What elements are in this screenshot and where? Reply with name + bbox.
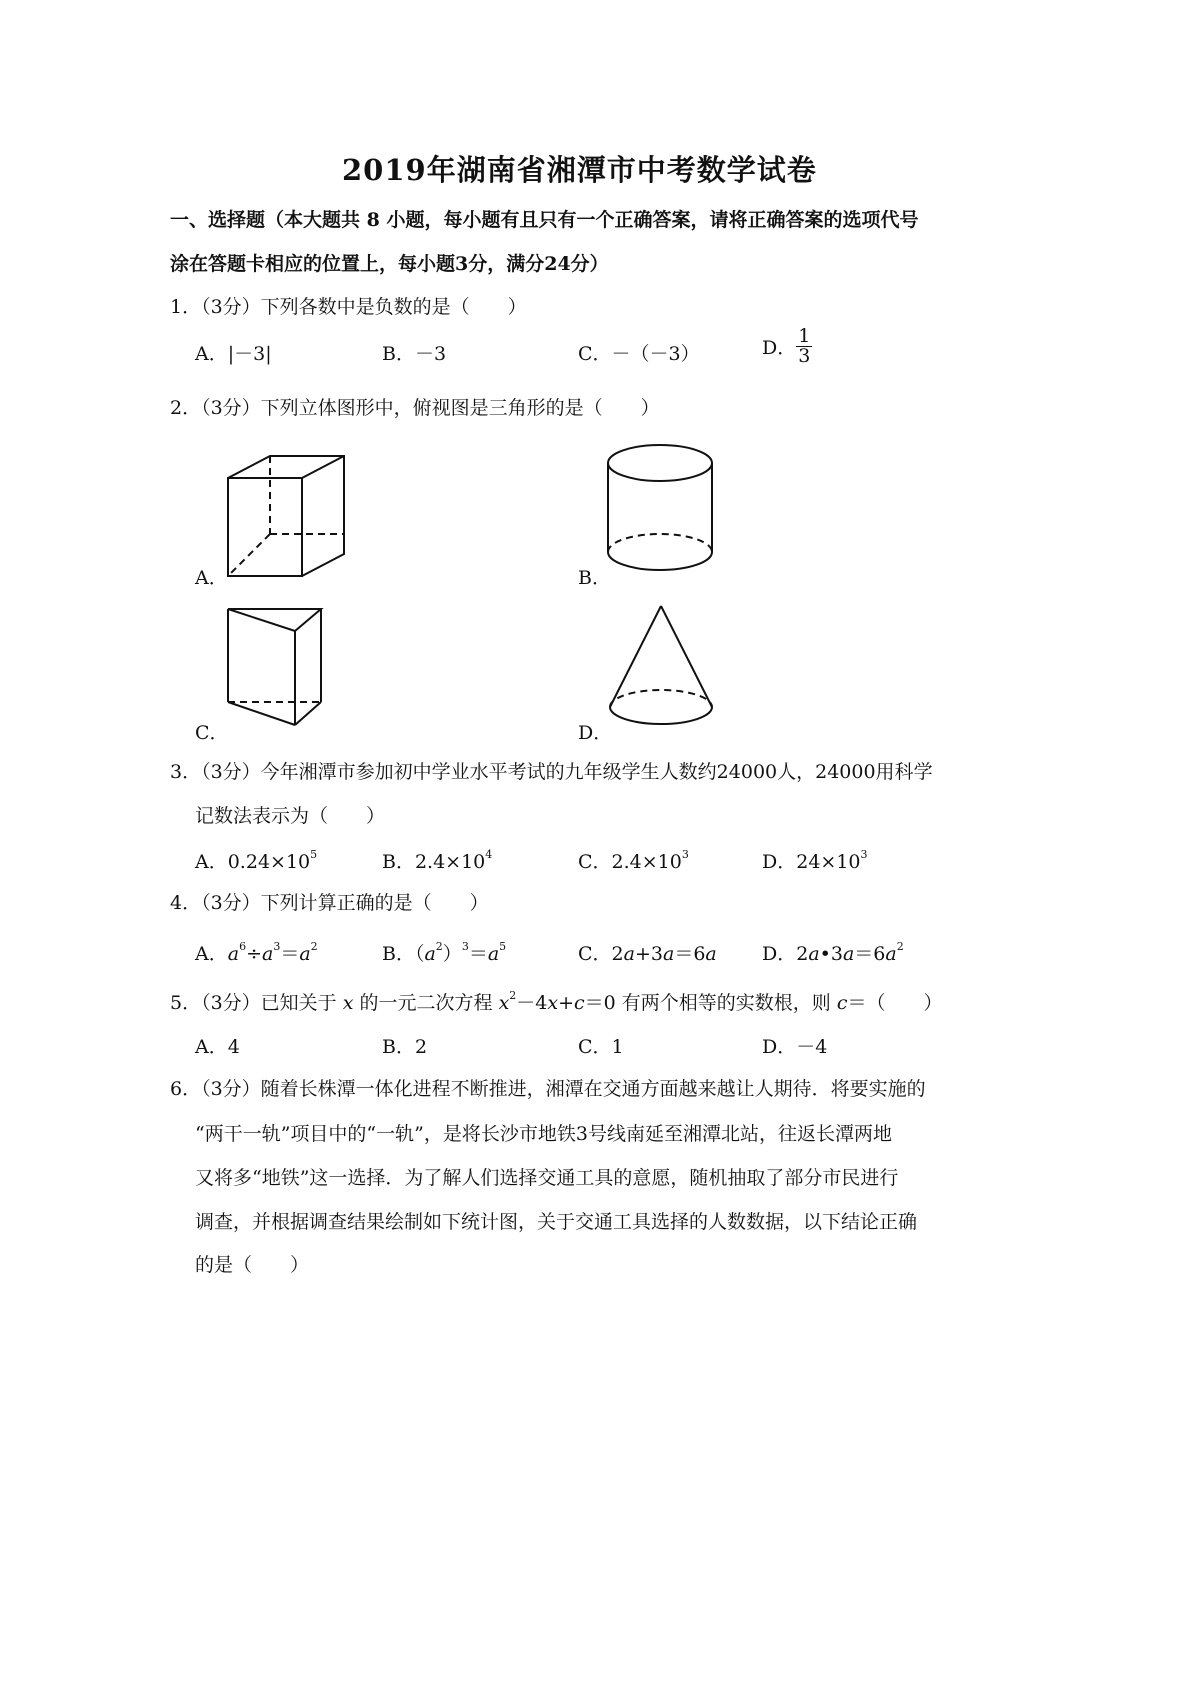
- question-1-option-b: B．－3: [382, 343, 447, 365]
- question-3-option-a: [195, 847, 317, 874]
- question-2-option-d: D．: [578, 722, 613, 744]
- variable: a: [424, 943, 436, 965]
- exponent: 5: [499, 939, 507, 953]
- question-4-option-b: [382, 939, 506, 966]
- section-header-line2: 涂在答题卡相应的位置上，每小题3分，满分24分）: [170, 253, 609, 275]
- question-1-option-a: A．|－3|: [195, 343, 272, 365]
- stem-text: 的一元二次方程: [359, 992, 493, 1014]
- variable: a: [662, 943, 675, 965]
- cylinder-icon: [608, 444, 718, 574]
- variable: a: [227, 943, 240, 965]
- question-1-option-c: C．－（－3）: [578, 343, 700, 365]
- variable: x: [498, 992, 510, 1014]
- question-5-option-c: C．1: [578, 1036, 624, 1058]
- option-text: A．0.24×10: [195, 851, 311, 873]
- stem-text: ＝（ ）: [847, 992, 943, 1014]
- variable: x: [547, 992, 559, 1014]
- stem-text: 5．（3分）已知关于: [170, 992, 337, 1014]
- question-2-stem: 2．（3分）下列立体图形中，俯视图是三角形的是（ ）: [170, 397, 660, 419]
- option-label: C．2: [578, 943, 624, 965]
- page-title: 2019年湖南省湘潭市中考数学试卷: [342, 153, 817, 187]
- question-1-option-d-label: D．: [762, 337, 797, 359]
- option-label: A．: [195, 943, 228, 965]
- variable: a: [299, 943, 311, 965]
- variable: a: [623, 943, 635, 965]
- question-3-option-b: [382, 847, 492, 874]
- question-1-option-d: [762, 327, 812, 366]
- operator: －4: [516, 992, 548, 1014]
- exponent: 5: [310, 847, 318, 861]
- question-6-line4: 调查，并根据调查结果绘制如下统计图，关于交通工具选择的人数数据，以下结论正确: [195, 1211, 918, 1233]
- operator: ＝6: [674, 943, 706, 965]
- variable: c: [574, 992, 585, 1014]
- question-6-line5: 的是（ ）: [195, 1254, 310, 1276]
- question-4-option-a: [195, 939, 318, 966]
- variable: a: [705, 943, 717, 965]
- exponent: 3: [273, 939, 281, 953]
- question-2-option-c: C．: [195, 722, 229, 744]
- variable: a: [885, 943, 897, 965]
- question-1-stem: 1．（3分）下列各数中是负数的是（ ）: [170, 296, 527, 318]
- question-4-option-c: [578, 939, 717, 966]
- question-6-line2: “两干一轨”项目中的“一轨”，是将长沙市地铁3号线南延至湘潭北站，往返长潭两地: [195, 1123, 892, 1145]
- exponent: 2: [310, 939, 318, 953]
- question-6-line1: 6．（3分）随着长株潭一体化进程不断推进，湘潭在交通方面越来越让人期待．将要实施的: [170, 1078, 926, 1100]
- question-5-option-b: B．2: [382, 1036, 428, 1058]
- question-5-option-a: A．4: [195, 1036, 240, 1058]
- question-3-option-c: [578, 847, 689, 874]
- exponent: 3: [461, 939, 469, 953]
- operator: ＝6: [854, 943, 886, 965]
- cube-icon: [222, 450, 362, 580]
- exponent: 6: [239, 939, 247, 953]
- option-label: B．（: [382, 943, 425, 965]
- triangular-prism-icon: [225, 604, 335, 739]
- variable: a: [842, 943, 855, 965]
- cone-icon: [608, 606, 723, 736]
- question-4-option-d: [762, 939, 904, 966]
- question-5-option-d: D．－4: [762, 1036, 828, 1058]
- fraction: [796, 327, 812, 366]
- operator: ＝: [468, 943, 488, 965]
- operator: ÷: [246, 943, 262, 965]
- operator: ＝: [280, 943, 300, 965]
- operator: +3: [634, 943, 663, 965]
- question-6-line3: 又将多“地铁”这一选择．为了解人们选择交通工具的意愿，随机抽取了部分市民进行: [195, 1167, 899, 1189]
- question-3-option-d: [762, 847, 868, 874]
- fraction-numerator: 1: [798, 325, 811, 347]
- option-text: B．2.4×10: [382, 851, 486, 873]
- exponent: 2: [435, 939, 443, 953]
- question-2-option-a: A．: [195, 567, 228, 589]
- exponent: 4: [485, 847, 493, 861]
- exponent: 2: [896, 939, 904, 953]
- option-text: C．2.4×10: [578, 851, 682, 873]
- question-2-option-b: B．: [578, 567, 611, 589]
- operator: •3: [819, 943, 843, 965]
- operator: +: [558, 992, 575, 1014]
- fraction-denominator: 3: [798, 345, 811, 367]
- stem-text: ＝0 有两个相等的实数根，则: [584, 992, 831, 1014]
- variable: a: [487, 943, 500, 965]
- section-header-line1: 一、选择题（本大题共 8 小题，每小题有且只有一个正确答案，请将正确答案的选项代号: [170, 209, 919, 231]
- exponent: 3: [681, 847, 689, 861]
- question-4-stem: 4．（3分）下列计算正确的是（ ）: [170, 892, 489, 914]
- question-5-stem: [170, 988, 943, 1015]
- variable: c: [836, 992, 848, 1014]
- question-3-stem-line2: 记数法表示为（ ）: [195, 805, 386, 827]
- variable: x: [342, 992, 354, 1014]
- variable: a: [808, 943, 820, 965]
- option-label: D．2: [762, 943, 809, 965]
- exponent: 3: [860, 847, 868, 861]
- option-text: D．24×10: [762, 851, 861, 873]
- exponent: 2: [509, 988, 517, 1002]
- variable: a: [261, 943, 274, 965]
- question-3-stem-line1: 3．（3分）今年湘潭市参加初中学业水平考试的九年级学生人数约24000人，24000用科学: [170, 761, 933, 783]
- operator: ）: [442, 943, 462, 965]
